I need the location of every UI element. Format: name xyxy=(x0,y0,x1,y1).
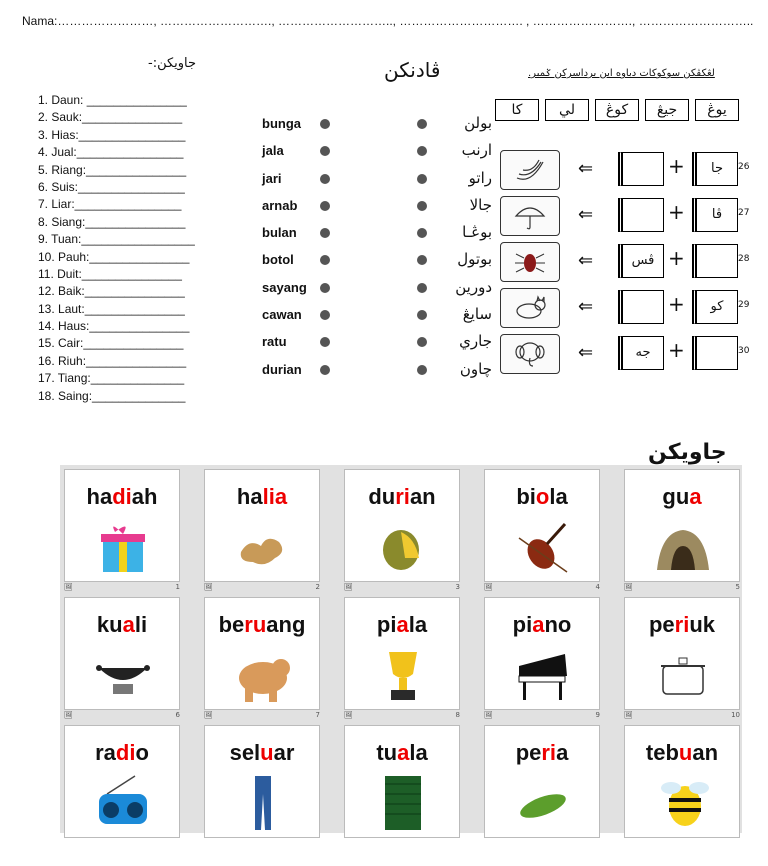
word-syllable: sel xyxy=(229,740,261,765)
picture-scroll xyxy=(500,288,560,328)
jawi-word: دورين xyxy=(455,277,492,296)
word-syllable: li xyxy=(134,612,148,637)
slide-caption xyxy=(204,583,320,591)
answer-box[interactable]: ڤس xyxy=(618,244,664,278)
rumi-word: sayang xyxy=(262,279,307,295)
slide-number: 6 xyxy=(175,711,180,719)
question-number: 28 xyxy=(738,254,750,264)
rumi-word: jari xyxy=(262,170,282,186)
answer-box[interactable] xyxy=(692,336,738,370)
slide-icon: 🖼 xyxy=(484,711,493,719)
word-syllable: u xyxy=(260,740,274,765)
slide-number: 1 xyxy=(175,583,180,591)
syllable-box: يوڠ xyxy=(695,99,739,121)
syllable-equation-row xyxy=(500,286,756,330)
slide-number: 5 xyxy=(735,583,740,591)
slide-caption xyxy=(64,711,180,719)
rumi-word: botol xyxy=(262,252,294,268)
list-item[interactable]: 2. Sauk:_______________ xyxy=(38,110,183,125)
match-row xyxy=(262,356,492,383)
match-row xyxy=(262,110,492,137)
card-word xyxy=(205,612,319,638)
word-card[interactable] xyxy=(344,469,460,582)
word-syllable: no xyxy=(544,612,572,637)
jawi-word: چاون xyxy=(459,359,492,378)
word-card[interactable] xyxy=(344,597,460,710)
word-syllable: ri xyxy=(541,740,557,765)
match-dot-right[interactable] xyxy=(417,174,427,184)
slide-icon: 🖼 xyxy=(624,583,633,591)
plus-icon: + xyxy=(668,292,685,316)
answer-box[interactable] xyxy=(692,244,738,278)
question-number: 26 xyxy=(738,162,750,172)
word-syllable: o xyxy=(135,740,149,765)
word-syllable: du xyxy=(368,484,396,509)
match-row xyxy=(262,219,492,246)
answer-box[interactable]: ڤا xyxy=(692,198,738,232)
list-item[interactable]: 14. Haus:_______________ xyxy=(38,319,190,334)
rumi-word: ratu xyxy=(262,334,287,350)
jawi-word: جالا xyxy=(469,195,492,214)
slide-icon: 🖼 xyxy=(204,583,213,591)
trophy-icon xyxy=(375,646,430,704)
match-dot-left[interactable] xyxy=(320,146,330,156)
syllable-box: كوڠ xyxy=(595,99,639,121)
word-syllable: a xyxy=(689,484,702,509)
list-item[interactable]: 10. Pauh:_______________ xyxy=(38,249,190,264)
word-syllable: pe xyxy=(515,740,542,765)
card-word xyxy=(65,612,179,638)
word-syllable: di xyxy=(112,484,132,509)
plus-icon: + xyxy=(668,154,685,178)
list-item[interactable]: 13. Laut:_______________ xyxy=(38,301,185,316)
card-word xyxy=(485,484,599,510)
word-syllable: la xyxy=(409,740,428,765)
slides-title: جاويكن xyxy=(648,440,727,465)
durian-icon xyxy=(375,518,430,576)
match-row xyxy=(262,328,492,355)
word-syllable: ang xyxy=(266,612,306,637)
word-card[interactable] xyxy=(64,597,180,710)
match-dot-left[interactable] xyxy=(320,201,330,211)
match-dot-left[interactable] xyxy=(320,119,330,129)
word-syllable: be xyxy=(218,612,245,637)
word-syllable: pi xyxy=(512,612,533,637)
word-syllable: ha xyxy=(86,484,113,509)
slide-number: 4 xyxy=(595,583,600,591)
match-row xyxy=(262,137,492,164)
slide-number: 2 xyxy=(315,583,320,591)
answer-box[interactable] xyxy=(618,290,664,324)
left-section-title: جاويكن:- xyxy=(148,56,197,71)
answer-box[interactable]: جا xyxy=(692,152,738,186)
slide-caption xyxy=(624,583,740,591)
slide-icon: 🖼 xyxy=(64,583,73,591)
word-card[interactable] xyxy=(64,469,180,582)
word-syllable: ra xyxy=(95,740,116,765)
word-syllable: ri xyxy=(674,612,690,637)
matching-exercise xyxy=(262,110,492,383)
list-item[interactable]: 16. Riuh:_______________ xyxy=(38,353,187,368)
match-dot-left[interactable] xyxy=(320,228,330,238)
word-syllable: pi xyxy=(376,612,397,637)
match-dot-right[interactable] xyxy=(417,146,427,156)
slide-number: 8 xyxy=(455,711,460,719)
pot-icon xyxy=(655,646,710,704)
list-item[interactable]: 8. Siang:_______________ xyxy=(38,214,186,229)
word-syllable: an xyxy=(692,740,719,765)
match-dot-right[interactable] xyxy=(417,119,427,129)
card-word xyxy=(625,484,739,510)
slide-caption xyxy=(64,583,180,591)
question-number: 30 xyxy=(738,346,750,356)
match-dot-right[interactable] xyxy=(417,337,427,347)
jawi-word: سايڠ xyxy=(462,305,492,324)
violin-icon xyxy=(515,518,570,576)
left-arrow-icon: ⇐ xyxy=(578,296,594,317)
trousers-icon xyxy=(235,774,290,832)
word-syllable: la xyxy=(549,484,568,509)
rumi-word: bulan xyxy=(262,225,297,241)
card-word xyxy=(65,484,179,510)
slide-caption xyxy=(484,583,600,591)
match-row xyxy=(262,165,492,192)
rumi-word: jala xyxy=(262,143,284,159)
word-card[interactable] xyxy=(484,597,600,710)
left-arrow-icon: ⇐ xyxy=(578,158,594,179)
slide-icon: 🖼 xyxy=(344,583,353,591)
slide-icon: 🖼 xyxy=(204,711,213,719)
word-syllable: ha xyxy=(236,484,263,509)
plus-icon: + xyxy=(668,338,685,362)
slide-icon: 🖼 xyxy=(624,711,633,719)
word-card[interactable] xyxy=(344,725,460,838)
card-word xyxy=(345,612,459,638)
word-syllable: bi xyxy=(516,484,536,509)
question-number: 27 xyxy=(738,208,750,218)
match-dot-right[interactable] xyxy=(417,201,427,211)
list-item[interactable]: 15. Cair:_______________ xyxy=(38,336,184,351)
match-row xyxy=(262,274,492,301)
match-dot-right[interactable] xyxy=(417,283,427,293)
jawi-word: بولن xyxy=(464,114,492,132)
match-dot-left[interactable] xyxy=(320,283,330,293)
slide-icon: 🖼 xyxy=(344,711,353,719)
rumi-word: cawan xyxy=(262,307,302,323)
word-card[interactable] xyxy=(204,469,320,582)
slide-caption xyxy=(344,711,460,719)
rumi-word: bunga xyxy=(262,116,301,131)
word-card[interactable] xyxy=(64,725,180,838)
jawi-word: راتو xyxy=(468,168,492,187)
left-arrow-icon: ⇐ xyxy=(578,250,594,271)
word-syllable: u xyxy=(678,740,693,765)
card-word xyxy=(345,484,459,510)
match-row xyxy=(262,246,492,273)
name-line: Nama:……………………, ………………………., ……………………….., …………………………. , ……………………., ……………………….. xyxy=(22,14,754,28)
list-item[interactable]: 11. Duit:_______________ xyxy=(38,266,182,281)
word-card[interactable] xyxy=(204,725,320,838)
answer-box[interactable] xyxy=(618,152,664,186)
word-syllable: a xyxy=(396,612,409,637)
slide-number: 10 xyxy=(731,711,740,719)
bee-icon xyxy=(655,774,710,832)
word-card[interactable] xyxy=(624,725,740,838)
word-syllable: ku xyxy=(96,612,123,637)
word-card[interactable] xyxy=(624,469,740,582)
syllable-instruction: لڠكڤكن سوكوكات دباوه اين برداسركن ݢمبر. xyxy=(528,68,715,79)
list-item[interactable]: 17. Tiang:______________ xyxy=(38,371,185,386)
match-row xyxy=(262,192,492,219)
slide-icon: 🖼 xyxy=(484,583,493,591)
slide-grid xyxy=(60,465,742,833)
left-arrow-icon: ⇐ xyxy=(578,342,594,363)
ginger-icon xyxy=(235,518,290,576)
jawi-word: بوڠـا xyxy=(462,223,492,242)
list-item[interactable]: 7. Liar:________________ xyxy=(38,197,182,212)
slide-caption xyxy=(344,583,460,591)
word-syllable: di xyxy=(115,740,136,765)
jawi-word: جاري xyxy=(459,332,492,351)
match-dot-left[interactable] xyxy=(320,365,330,375)
matching-title: ڤادنكن xyxy=(384,58,441,82)
plus-icon: + xyxy=(668,246,685,270)
word-syllable: pe xyxy=(648,612,675,637)
card-word xyxy=(485,612,599,638)
word-syllable: a xyxy=(532,612,545,637)
word-card[interactable] xyxy=(624,597,740,710)
picture-scroll xyxy=(500,242,560,282)
list-item[interactable]: 18. Saing:______________ xyxy=(38,388,186,403)
match-dot-right[interactable] xyxy=(417,365,427,375)
match-dot-left[interactable] xyxy=(320,310,330,320)
slide-number: 7 xyxy=(315,711,320,719)
match-dot-right[interactable] xyxy=(417,228,427,238)
syllable-box: لي xyxy=(545,99,589,121)
word-syllable: a xyxy=(397,740,410,765)
card-word xyxy=(625,740,739,766)
syllable-bank xyxy=(495,99,739,121)
card-word xyxy=(345,740,459,766)
bear-icon xyxy=(235,646,290,704)
word-syllable: gu xyxy=(662,484,690,509)
radio-icon xyxy=(95,774,150,832)
word-syllable: ri xyxy=(395,484,410,509)
syllable-equation-row xyxy=(500,148,756,192)
word-syllable: ah xyxy=(131,484,158,509)
jawi-word: ارنب xyxy=(461,141,492,160)
jawi-writing-list xyxy=(38,92,195,405)
cave-icon xyxy=(655,518,710,576)
word-syllable: la xyxy=(408,612,428,637)
left-arrow-icon: ⇐ xyxy=(578,204,594,225)
word-syllable: ru xyxy=(244,612,267,637)
wok-icon xyxy=(95,646,150,704)
word-card[interactable] xyxy=(204,597,320,710)
card-word xyxy=(205,484,319,510)
rumi-word: arnab xyxy=(262,197,298,213)
match-dot-right[interactable] xyxy=(417,310,427,320)
bitter-gourd-icon xyxy=(515,774,570,832)
match-dot-left[interactable] xyxy=(320,337,330,347)
answer-box[interactable]: كو xyxy=(692,290,738,324)
word-syllable: tu xyxy=(376,740,398,765)
list-item[interactable]: 6. Suis:________________ xyxy=(38,179,185,194)
card-word xyxy=(205,740,319,766)
word-syllable: a xyxy=(556,740,569,765)
list-item[interactable]: 1. Daun: _______________ xyxy=(38,93,187,107)
plus-icon: + xyxy=(668,200,685,224)
picture-scroll xyxy=(500,150,560,190)
list-item[interactable]: 9. Tuan:_________________ xyxy=(38,232,195,247)
card-word xyxy=(625,612,739,638)
syllable-box: جيڠ xyxy=(645,99,689,121)
word-syllable: lia xyxy=(262,484,288,509)
gift-icon xyxy=(95,518,150,576)
rumi-word: durian xyxy=(262,361,302,377)
word-card[interactable] xyxy=(484,725,600,838)
word-syllable: an xyxy=(409,484,436,509)
slide-caption xyxy=(204,711,320,719)
list-item[interactable]: 4. Jual:________________ xyxy=(38,145,184,160)
jawi-word: بوتول xyxy=(457,250,492,269)
list-item[interactable]: 12. Baik:_______________ xyxy=(38,284,185,299)
match-dot-right[interactable] xyxy=(417,255,427,265)
match-dot-left[interactable] xyxy=(320,174,330,184)
slide-caption xyxy=(624,711,740,719)
syllable-equation-row xyxy=(500,194,756,238)
question-number: 29 xyxy=(738,300,750,310)
word-syllable: o xyxy=(535,484,550,509)
word-syllable: teb xyxy=(645,740,679,765)
answer-box[interactable] xyxy=(618,198,664,232)
slide-caption xyxy=(484,711,600,719)
syllable-equation-row xyxy=(500,332,756,376)
slide-icon: 🖼 xyxy=(64,711,73,719)
syllable-box: كا xyxy=(495,99,539,121)
word-syllable: uk xyxy=(689,612,716,637)
list-item[interactable]: 5. Riang:_______________ xyxy=(38,162,187,177)
answer-box[interactable]: جه xyxy=(618,336,664,370)
word-syllable: ar xyxy=(273,740,295,765)
match-row xyxy=(262,301,492,328)
towel-icon xyxy=(375,774,430,832)
card-word xyxy=(485,740,599,766)
slide-number: 3 xyxy=(455,583,460,591)
slide-number: 9 xyxy=(595,711,600,719)
card-word xyxy=(65,740,179,766)
picture-scroll xyxy=(500,334,560,374)
match-dot-left[interactable] xyxy=(320,255,330,265)
word-card[interactable] xyxy=(484,469,600,582)
piano-icon xyxy=(515,646,570,704)
word-syllable: a xyxy=(122,612,135,637)
picture-scroll xyxy=(500,196,560,236)
list-item[interactable]: 3. Hias:________________ xyxy=(38,127,186,142)
syllable-equation-row xyxy=(500,240,756,284)
